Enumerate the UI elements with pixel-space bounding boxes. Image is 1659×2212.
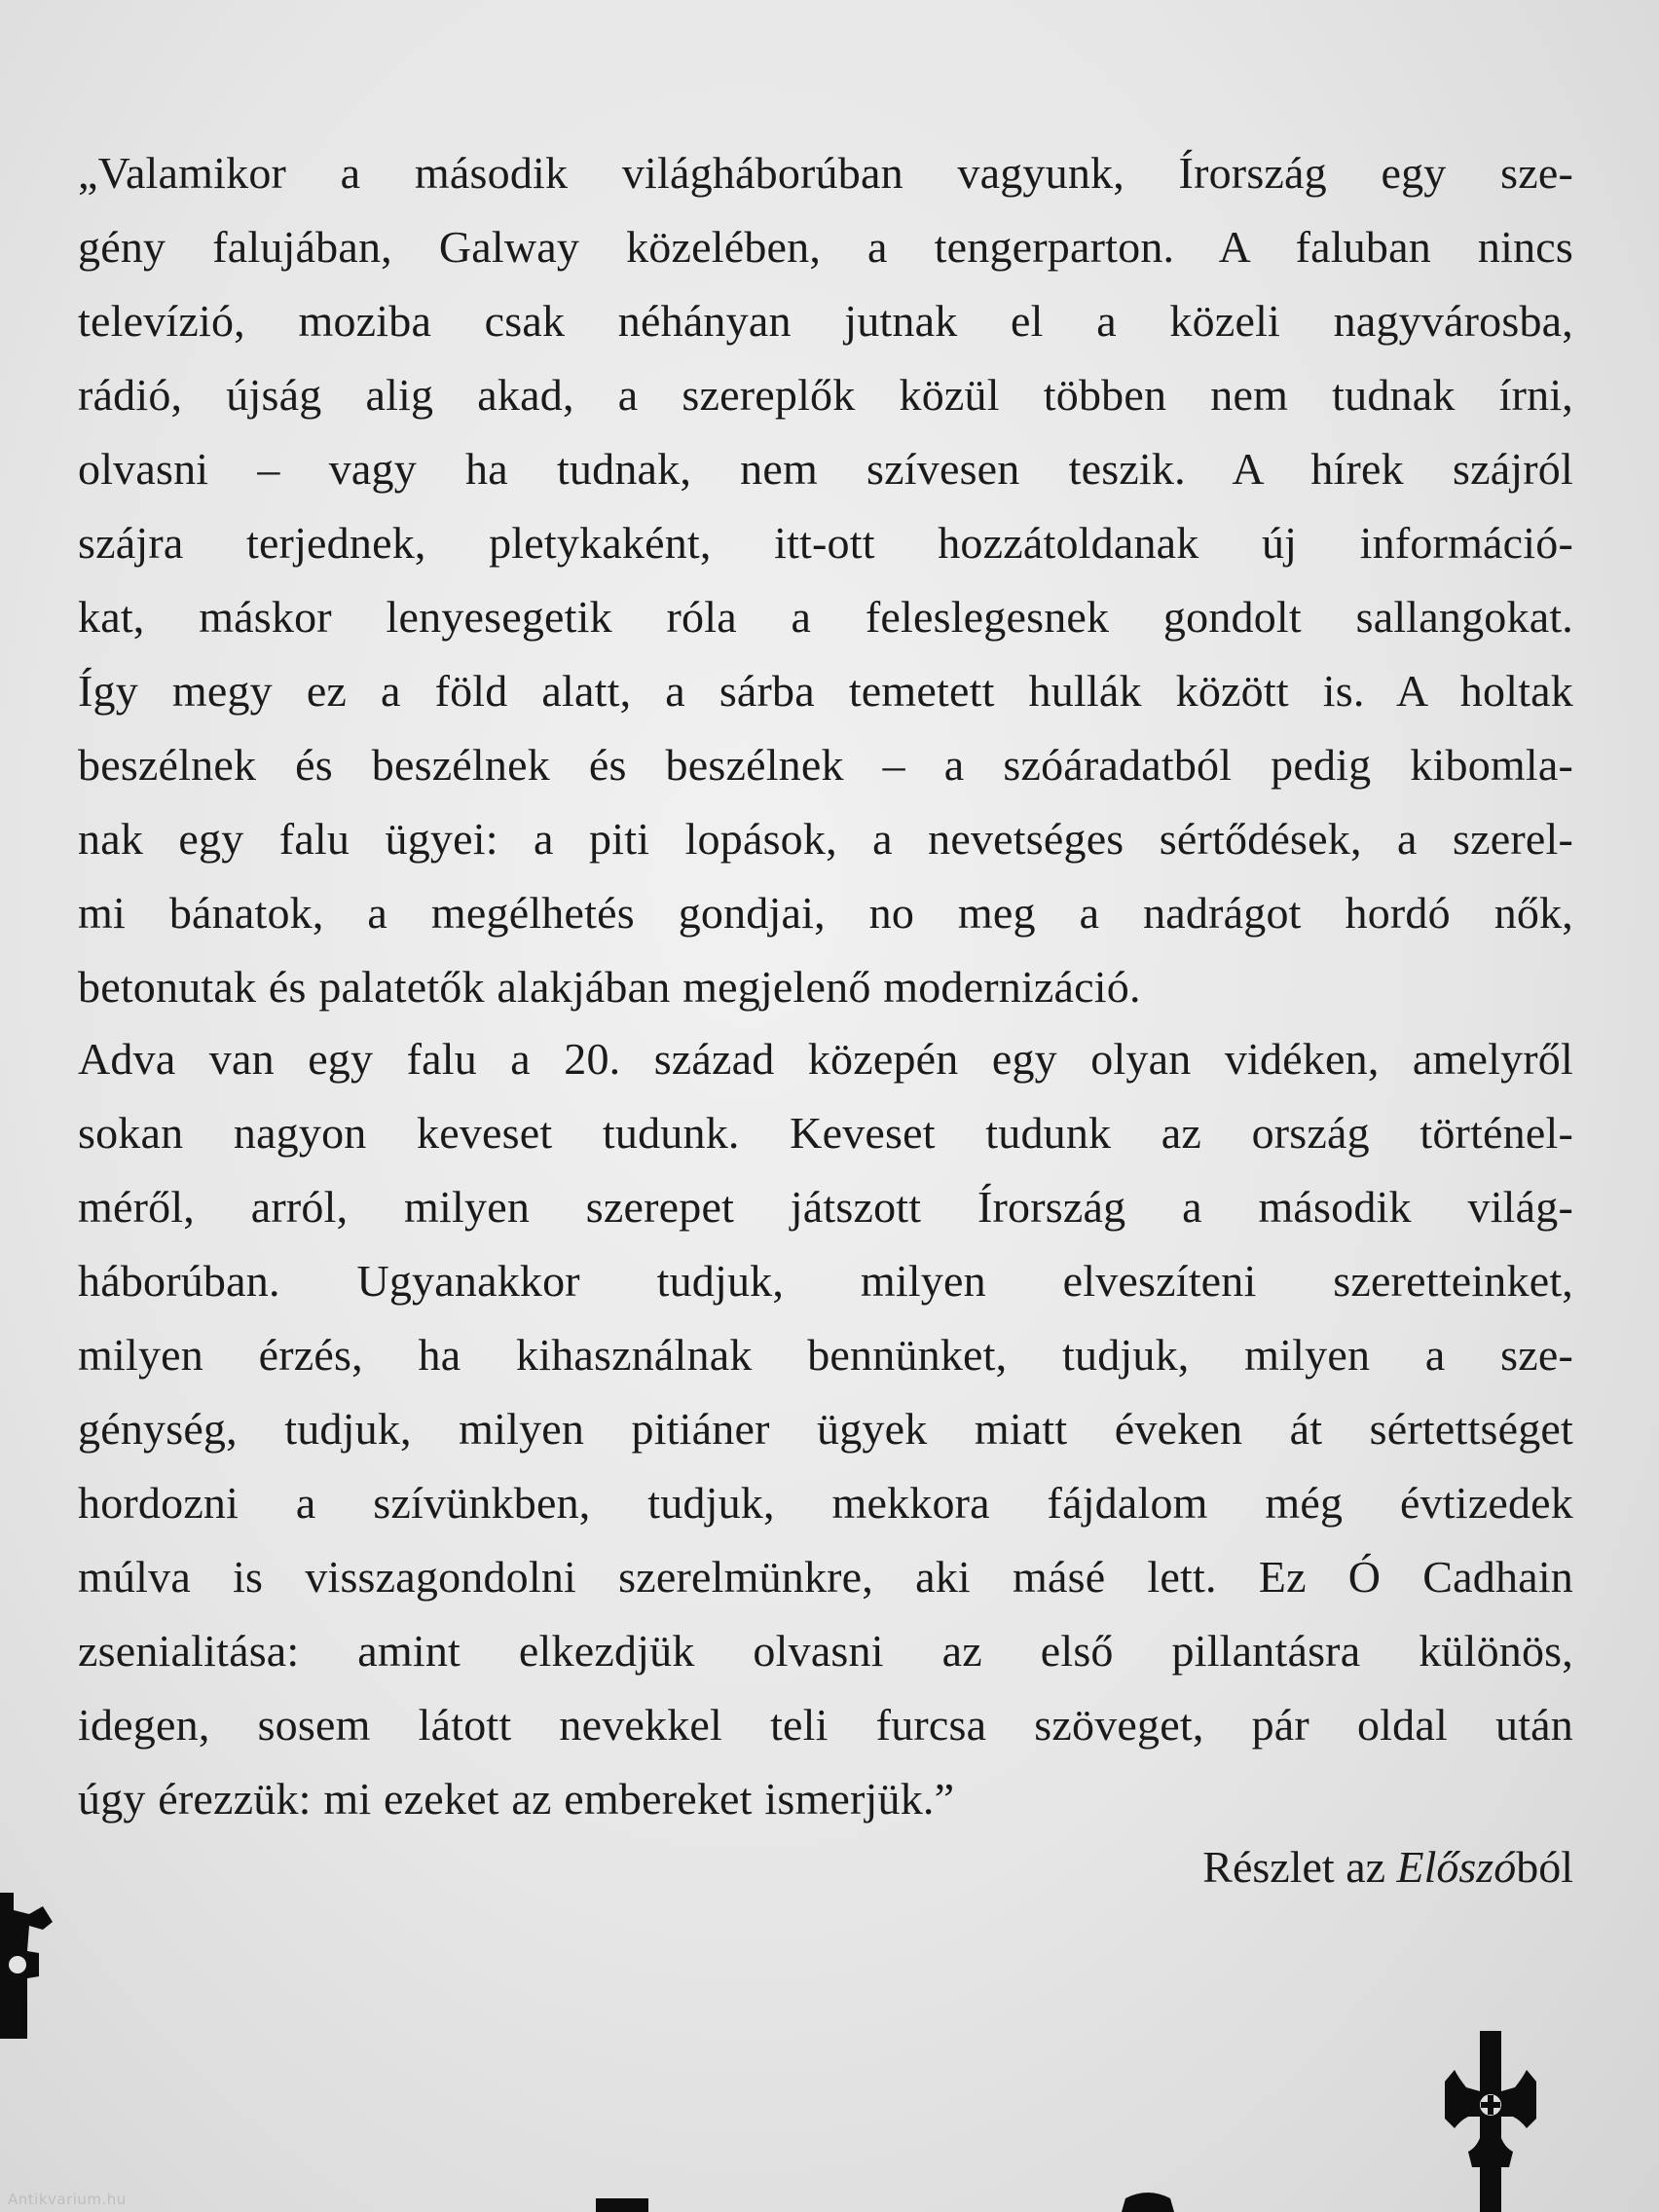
text-line: idegen, sosem látott nevekkel teli furcsa szöveget, pár oldal után (78, 1700, 1573, 1750)
text-line: kat, máskor lenyesegetik róla a feleslegesnek gondolt sallangokat. (78, 592, 1573, 642)
text-line: betonutak és palatetők alakjában megjelenő modernizáció. (78, 962, 1141, 1012)
gravestone-silhouette-icon (596, 2198, 648, 2212)
text-line: televízió, moziba csak néhányan jutnak el a közeli nagyvárosba, (78, 296, 1573, 346)
text-line: háborúban. Ugyanakkor tudjuk, milyen elveszíteni szeretteinket, (78, 1256, 1573, 1306)
text-line: sokan nagyon keveset tudunk. Keveset tudunk az ország történel- (78, 1108, 1573, 1158)
second-paragraph (78, 1022, 1573, 1836)
gravestone-silhouette-icon (1122, 2191, 1174, 2212)
text-line: méről, arról, milyen szerepet játszott Írország a második világ- (78, 1182, 1573, 1232)
attribution-suffix: ból (1516, 1842, 1573, 1892)
text-line: beszélnek és beszélnek és beszélnek – a szóáradatból pedig kibomla- (78, 740, 1573, 790)
attribution-italic-title: Előszó (1396, 1842, 1517, 1892)
attribution-prefix: Részlet az (1202, 1842, 1397, 1892)
text-line: „Valamikor a második világháborúban vagyunk, Írország egy sze- (78, 148, 1573, 198)
excerpt-attribution (1202, 1830, 1573, 1904)
text-line: rádió, újság alig akad, a szereplők közül többen nem tudnak írni, (78, 370, 1573, 420)
watermark: Antikvarium.hu (8, 2191, 127, 2208)
left-celtic-cross-icon (0, 1893, 53, 2039)
intro-paragraph (78, 136, 1573, 1024)
text-line: szájra terjednek, pletykaként, itt-ott hozzátoldanak új információ- (78, 518, 1573, 568)
text-line: gény falujában, Galway közelében, a tengerparton. A faluban nincs (78, 222, 1573, 272)
text-line: hordozni a szívünkben, tudjuk, mekkora fájdalom még évtizedek (78, 1478, 1573, 1528)
text-line: úgy érezzük: mi ezeket az embereket ismerjük.” (78, 1774, 955, 1824)
text-line: nak egy falu ügyei: a piti lopások, a nevetséges sértődések, a szerel- (78, 814, 1573, 864)
text-line: milyen érzés, ha kihasználnak bennünket, tudjuk, milyen a sze- (78, 1330, 1573, 1380)
text-line: génység, tudjuk, milyen pitiáner ügyek miatt éveken át sértettséget (78, 1404, 1573, 1454)
text-line: Adva van egy falu a 20. század közepén egy olyan vidéken, amelyről (78, 1034, 1573, 1084)
text-line: zsenialitása: amint elkezdjük olvasni az első pillantásra különös, (78, 1626, 1573, 1676)
text-line: olvasni – vagy ha tudnak, nem szívesen teszik. A hírek szájról (78, 444, 1573, 494)
text-line: múlva is visszagondolni szerelmünkre, aki másé lett. Ez Ó Cadhain (78, 1552, 1573, 1602)
text-line: mi bánatok, a megélhetés gondjai, no meg a nadrágot hordó nők, (78, 888, 1573, 938)
text-line: Így megy ez a föld alatt, a sárba temetett hullák között is. A holtak (78, 666, 1573, 716)
right-celtic-cross-icon (1445, 2031, 1536, 2212)
